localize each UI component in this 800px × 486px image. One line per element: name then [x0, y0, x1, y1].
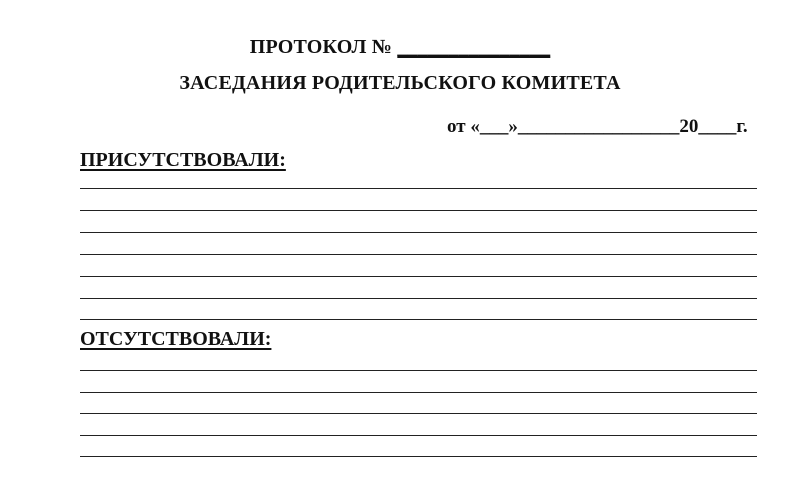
present-line[interactable] [80, 188, 757, 189]
protocol-title [0, 36, 800, 59]
absent-line[interactable] [80, 456, 757, 457]
absent-line[interactable] [80, 435, 757, 436]
absent-heading: ОТСУТСТВОВАЛИ: [80, 328, 272, 350]
present-line[interactable] [80, 276, 757, 277]
absent-line[interactable] [80, 370, 757, 371]
present-heading: ПРИСУТСТВОВАЛИ: [80, 149, 286, 171]
date-line[interactable]: от «___»_________________20____г. [447, 116, 748, 137]
present-line[interactable] [80, 319, 757, 320]
present-line[interactable] [80, 210, 757, 211]
absent-line[interactable] [80, 413, 757, 414]
protocol-number-blank[interactable]: _______________ [397, 36, 551, 58]
meeting-title: ЗАСЕДАНИЯ РОДИТЕЛЬСКОГО КОМИТЕТА [179, 72, 621, 94]
absent-line[interactable] [80, 392, 757, 393]
protocol-label: ПРОТОКОЛ № [249, 36, 393, 58]
present-line[interactable] [80, 254, 757, 255]
present-line[interactable] [80, 298, 757, 299]
present-line[interactable] [80, 232, 757, 233]
